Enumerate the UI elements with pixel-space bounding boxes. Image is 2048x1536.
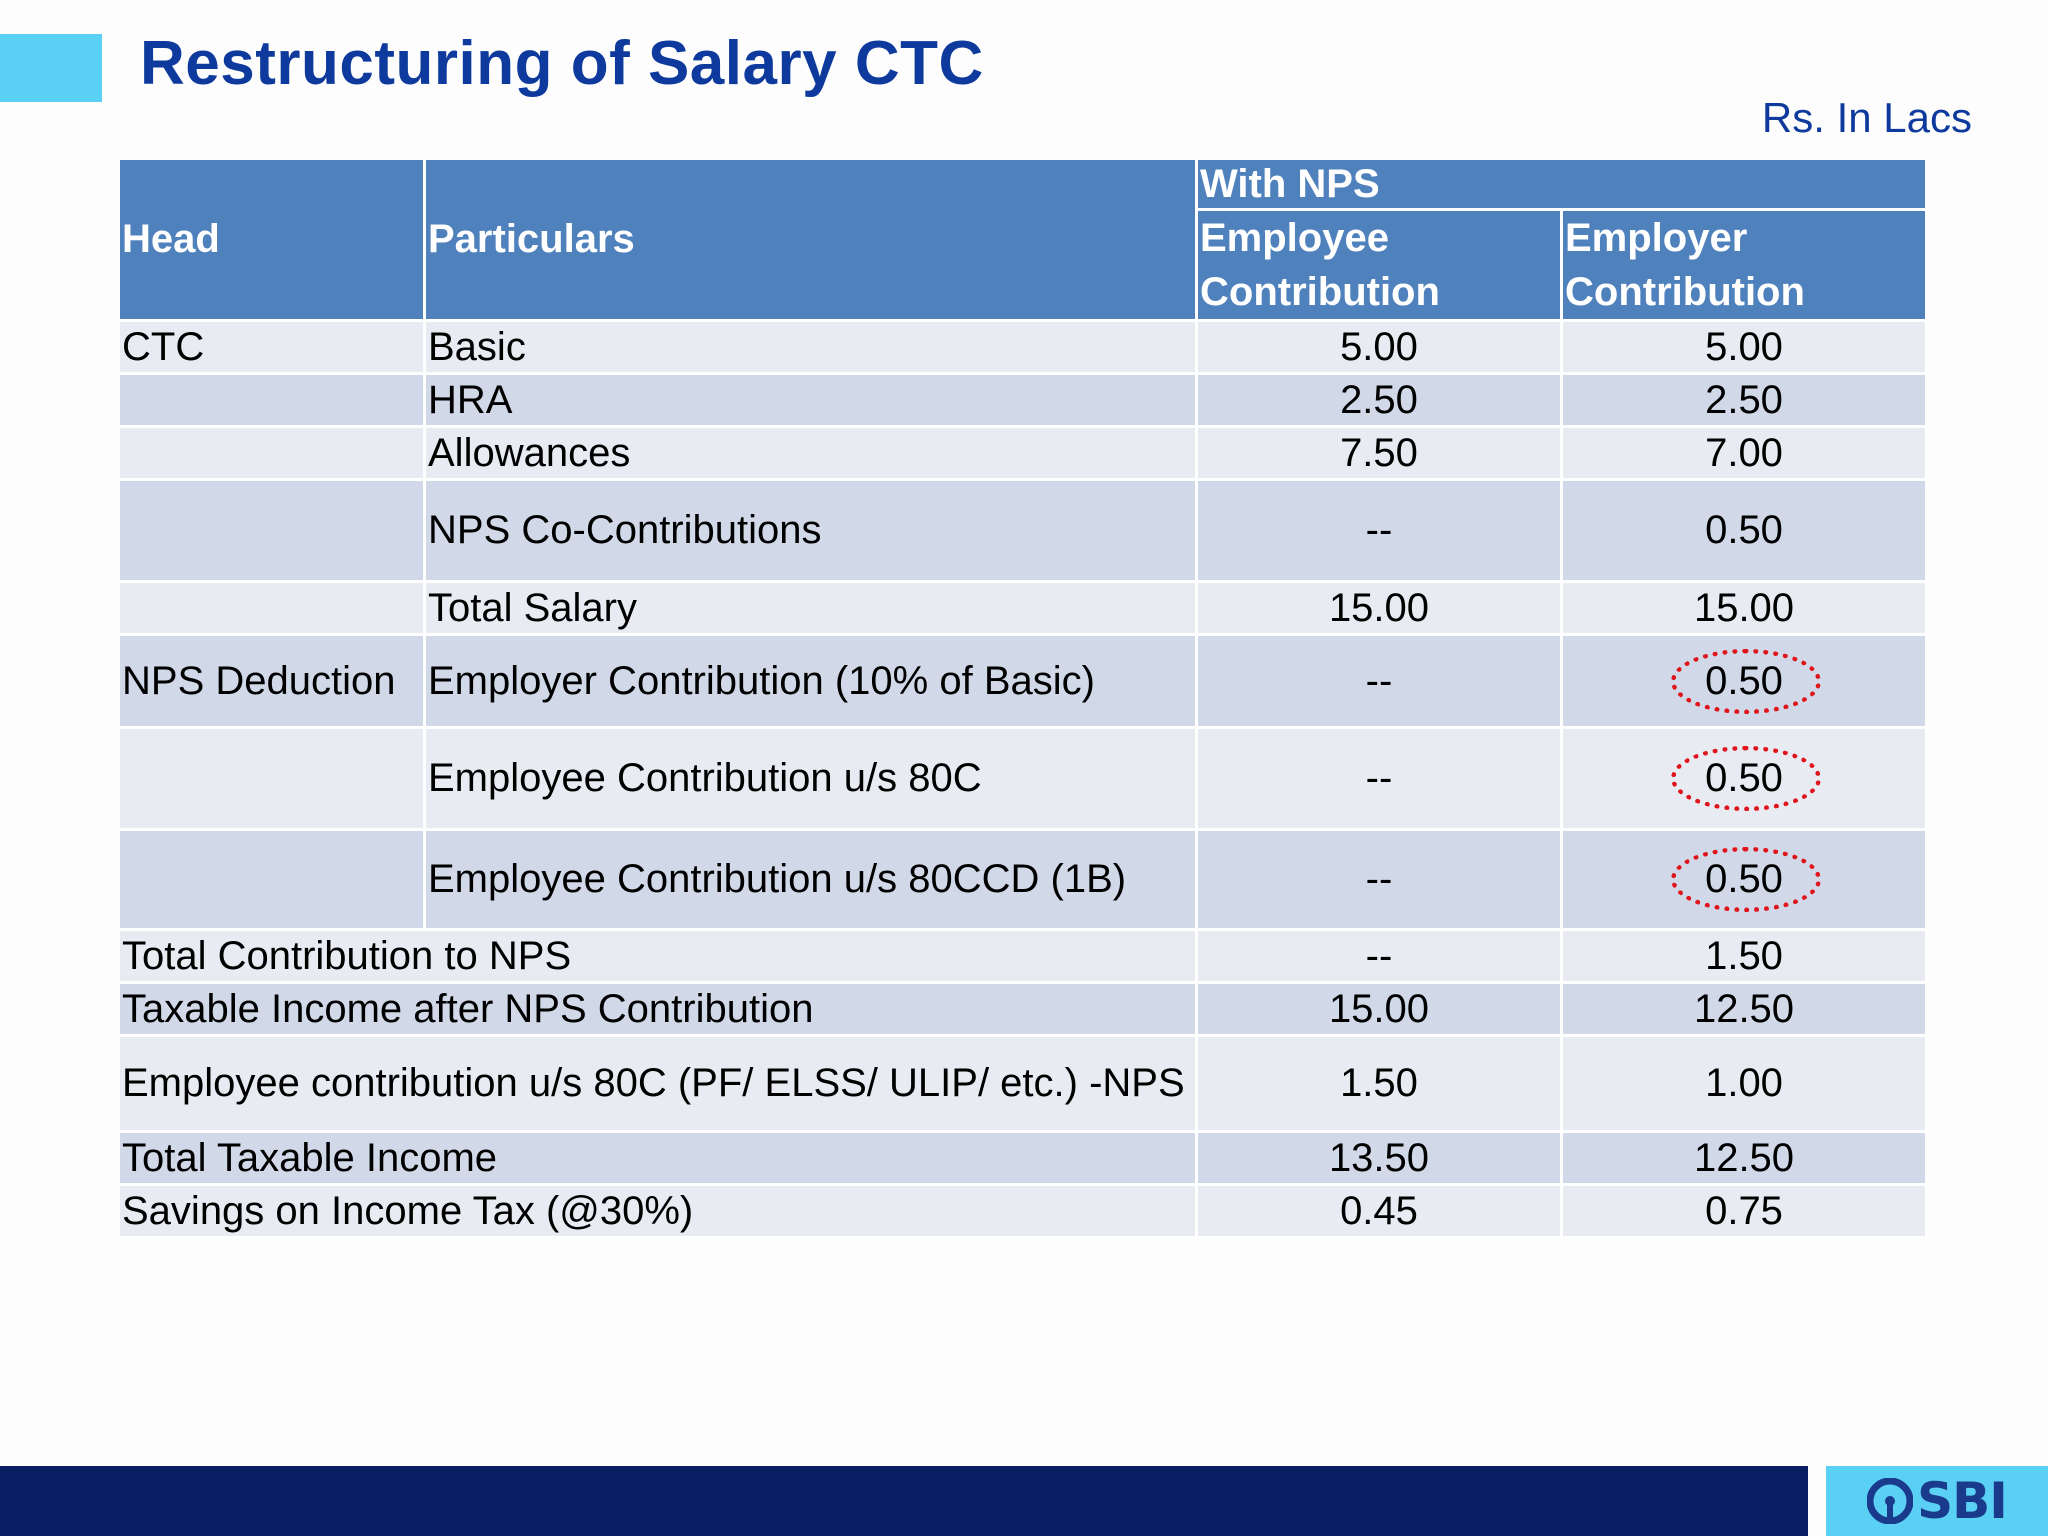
table-row [120, 428, 1928, 481]
table-row [120, 481, 1928, 583]
row-label: Total Taxable Income [120, 1133, 1198, 1186]
row-employer-value: 0.75 [1563, 1186, 1928, 1239]
row-head [120, 583, 426, 636]
sbi-logo-text: SBI [1917, 1472, 2007, 1530]
row-employer-value: 2.50 [1563, 375, 1928, 428]
row-head [120, 481, 426, 583]
table-row [120, 1037, 1928, 1133]
highlight-circle: 0.50 [1705, 756, 1783, 800]
row-employee-value: 2.50 [1198, 375, 1563, 428]
row-particulars: HRA [426, 375, 1198, 428]
row-head: NPS Deduction [120, 636, 426, 729]
row-employee-value: -- [1198, 481, 1563, 583]
sbi-keyhole-icon [1867, 1478, 1913, 1524]
row-particulars: Employee Contribution u/s 80C [426, 729, 1198, 831]
row-employer-value: 7.00 [1563, 428, 1928, 481]
row-particulars: NPS Co-Contributions [426, 481, 1198, 583]
table-row [120, 636, 1928, 729]
row-employer-value: 12.50 [1563, 984, 1928, 1037]
header-head: Head [120, 160, 426, 322]
row-particulars: Total Salary [426, 583, 1198, 636]
table-row [120, 831, 1928, 931]
table-row [120, 375, 1928, 428]
row-particulars: Allowances [426, 428, 1198, 481]
slide-title: Restructuring of Salary CTC [140, 29, 984, 98]
table-row [120, 931, 1928, 984]
row-employer-value [1563, 831, 1928, 931]
header-with-nps: With NPS [1198, 160, 1928, 211]
table-row [120, 1133, 1928, 1186]
footer-bar [0, 1466, 1808, 1536]
row-employee-value: -- [1198, 729, 1563, 831]
row-employer-value: 1.00 [1563, 1037, 1928, 1133]
row-employee-value: -- [1198, 636, 1563, 729]
salary-ctc-table [120, 160, 1928, 1239]
row-employee-value: 13.50 [1198, 1133, 1563, 1186]
row-employee-value: -- [1198, 831, 1563, 931]
row-employer-value: 15.00 [1563, 583, 1928, 636]
row-head [120, 375, 426, 428]
row-particulars: Basic [426, 322, 1198, 375]
header-particulars: Particulars [426, 160, 1198, 322]
row-employer-value: 5.00 [1563, 322, 1928, 375]
table-row [120, 729, 1928, 831]
highlight-circle: 0.50 [1705, 658, 1783, 703]
row-head [120, 831, 426, 931]
row-employer-value [1563, 729, 1928, 831]
row-employee-value: 5.00 [1198, 322, 1563, 375]
table-row [120, 1186, 1928, 1239]
header-employee-contribution: Employee Contribution [1198, 211, 1563, 322]
title-accent-bar [0, 34, 102, 102]
row-employer-value: 0.50 [1563, 481, 1928, 583]
row-employee-value: 0.45 [1198, 1186, 1563, 1239]
units-note: Rs. In Lacs [1761, 94, 1972, 141]
row-employee-value: -- [1198, 931, 1563, 984]
row-head [120, 729, 426, 831]
row-particulars: Employee Contribution u/s 80CCD (1B) [426, 831, 1198, 931]
row-head: CTC [120, 322, 426, 375]
row-employee-value: 15.00 [1198, 984, 1563, 1037]
sbi-logo [1826, 1466, 2048, 1536]
row-employer-value: 1.50 [1563, 931, 1928, 984]
row-employer-value: 12.50 [1563, 1133, 1928, 1186]
table-row [120, 583, 1928, 636]
table-row [120, 984, 1928, 1037]
row-employee-value: 15.00 [1198, 583, 1563, 636]
highlight-circle: 0.50 [1705, 857, 1783, 901]
row-label: Employee contribution u/s 80C (PF/ ELSS/ ULIP/ etc.) -NPS [120, 1037, 1198, 1133]
row-label: Savings on Income Tax (@30%) [120, 1186, 1198, 1239]
table-row [120, 322, 1928, 375]
row-particulars: Employer Contribution (10% of Basic) [426, 636, 1198, 729]
row-label: Total Contribution to NPS [120, 931, 1198, 984]
row-head [120, 428, 426, 481]
row-label: Taxable Income after NPS Contribution [120, 984, 1198, 1037]
row-employee-value: 7.50 [1198, 428, 1563, 481]
header-employer-contribution: Employer Contribution [1563, 211, 1928, 322]
row-employer-value [1563, 636, 1928, 729]
row-employee-value: 1.50 [1198, 1037, 1563, 1133]
